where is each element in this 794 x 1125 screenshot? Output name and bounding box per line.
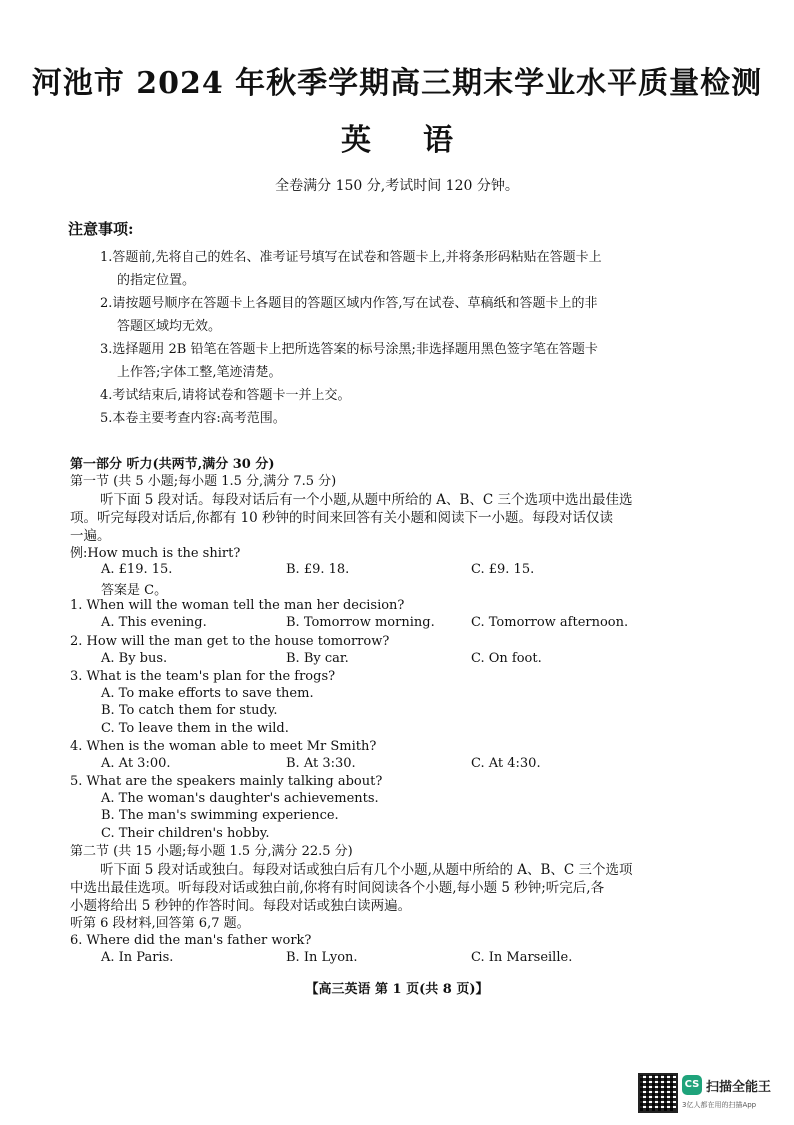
example-option-a: A. £19. 15. bbox=[101, 562, 173, 577]
notice-title: 注意事项: bbox=[68, 220, 134, 238]
part1-heading: 第一部分 听力(共两节,满分 30 分) bbox=[70, 457, 275, 472]
section2-heading: 第二节 (共 15 小题;每小题 1.5 分,满分 22.5 分) bbox=[70, 844, 353, 859]
instruction-line: 听下面 5 段对话或独白。每段对话或独白后有几个小题,从题中所给的 A、B、C 三个选项 bbox=[100, 862, 633, 878]
q6-option-b: B. In Lyon. bbox=[286, 950, 358, 965]
camscanner-logo-icon: CS bbox=[682, 1075, 702, 1095]
q4-option-a: A. At 3:00. bbox=[101, 756, 171, 771]
subject-char-2: 语 bbox=[423, 123, 453, 158]
q3-option-b: B. To catch them for study. bbox=[101, 703, 278, 718]
notice-text: 选择题用 2B 铅笔在答题卡上把所选答案的标号涂黑;非选择题用黑色签字笔在答题卡 bbox=[112, 342, 598, 357]
example-option-b: B. £9. 18. bbox=[286, 562, 350, 577]
q6-option-a: A. In Paris. bbox=[101, 950, 174, 965]
exam-title: 河池市 2024 年秋季学期高三期末学业水平质量检测 bbox=[31, 66, 763, 101]
notice-text-cont: 上作答;字体工整,笔迹清楚。 bbox=[117, 365, 282, 380]
q2-option-b: B. By car. bbox=[286, 651, 349, 666]
instruction-line: 小题将给出 5 秒钟的作答时间。每段对话或独白读两遍。 bbox=[70, 898, 412, 914]
q1-option-b: B. Tomorrow morning. bbox=[286, 615, 435, 630]
q1-option-a: A. This evening. bbox=[101, 615, 207, 630]
q3-option-c: C. To leave them in the wild. bbox=[101, 721, 289, 736]
instruction-line: 中选出最佳选项。听每段对话或独白前,你将有时间阅读各个小题,每小题 5 秒钟;听完后,各 bbox=[70, 880, 605, 896]
notice-item bbox=[100, 246, 690, 292]
q2-option-c: C. On foot. bbox=[471, 651, 542, 666]
q3-option-a: A. To make efforts to save them. bbox=[101, 686, 314, 701]
section1-heading: 第一节 (共 5 小题;每小题 1.5 分,满分 7.5 分) bbox=[70, 474, 337, 489]
notice-text-cont: 答题区域均无效。 bbox=[117, 319, 222, 334]
notice-text: 本卷主要考查内容:高考范围。 bbox=[112, 411, 286, 426]
qr-code-icon bbox=[638, 1073, 678, 1113]
notice-num: 2. bbox=[100, 296, 113, 311]
notice-text-cont: 的指定位置。 bbox=[117, 273, 196, 288]
notice-num: 4. bbox=[100, 388, 113, 403]
question-4: 4. When is the woman able to meet Mr Smith? bbox=[70, 739, 377, 754]
q4-option-c: C. At 4:30. bbox=[471, 756, 541, 771]
section2-instructions bbox=[70, 861, 692, 915]
subject-title bbox=[0, 115, 794, 159]
scanner-name: 扫描全能王 bbox=[706, 1080, 772, 1095]
q5-option-a: A. The woman's daughter's achievements. bbox=[101, 791, 379, 806]
notice-item bbox=[100, 407, 690, 430]
scanner-watermark bbox=[638, 1073, 788, 1117]
question-5: 5. What are the speakers mainly talking about? bbox=[70, 774, 383, 789]
notice-num: 1. bbox=[100, 250, 113, 265]
question-6: 6. Where did the man's father work? bbox=[70, 933, 312, 948]
section1-instructions bbox=[70, 491, 692, 545]
q5-option-b: B. The man's swimming experience. bbox=[101, 808, 339, 823]
example-answer: 答案是 C。 bbox=[101, 583, 168, 598]
q4-option-b: B. At 3:30. bbox=[286, 756, 356, 771]
subject-char-1: 英 bbox=[341, 123, 371, 158]
instruction-line: 一遍。 bbox=[70, 528, 111, 544]
material-note: 听第 6 段材料,回答第 6,7 题。 bbox=[70, 916, 250, 931]
notice-item bbox=[100, 338, 690, 384]
instruction-line: 项。听完每段对话后,你都有 10 秒钟的时间来回答有关小题和阅读下一小题。每段对话仅读 bbox=[70, 510, 614, 526]
q5-option-c: C. Their children's hobby. bbox=[101, 826, 270, 841]
instruction-line: 听下面 5 段对话。每段对话后有一个小题,从题中所给的 A、B、C 三个选项中选出最佳选 bbox=[100, 492, 633, 508]
q2-option-a: A. By bus. bbox=[101, 651, 168, 666]
scanner-tagline: 3亿人都在用的扫描App bbox=[682, 1101, 757, 1109]
example-question: 例:How much is the shirt? bbox=[70, 546, 241, 561]
exam-meta: 全卷满分 150 分,考试时间 120 分钟。 bbox=[275, 178, 519, 194]
notice-num: 5. bbox=[100, 411, 113, 426]
question-3: 3. What is the team's plan for the frogs? bbox=[70, 669, 336, 684]
notice-text: 请按题号顺序在答题卡上各题目的答题区域内作答,写在试卷、草稿纸和答题卡上的非 bbox=[112, 296, 598, 311]
notice-item bbox=[100, 384, 690, 407]
q1-option-c: C. Tomorrow afternoon. bbox=[471, 615, 629, 630]
example-option-c: C. £9. 15. bbox=[471, 562, 535, 577]
notice-item bbox=[100, 292, 690, 338]
q6-option-c: C. In Marseille. bbox=[471, 950, 573, 965]
question-2: 2. How will the man get to the house tomorrow? bbox=[70, 634, 390, 649]
notice-text: 答题前,先将自己的姓名、准考证号填写在试卷和答题卡上,并将条形码粘贴在答题卡上 bbox=[112, 250, 602, 265]
notice-num: 3. bbox=[100, 342, 113, 357]
question-1: 1. When will the woman tell the man her decision? bbox=[70, 598, 405, 613]
notice-text: 考试结束后,请将试卷和答题卡一并上交。 bbox=[112, 388, 351, 403]
page-footer: 【高三英语 第 1 页(共 8 页)】 bbox=[305, 982, 489, 997]
